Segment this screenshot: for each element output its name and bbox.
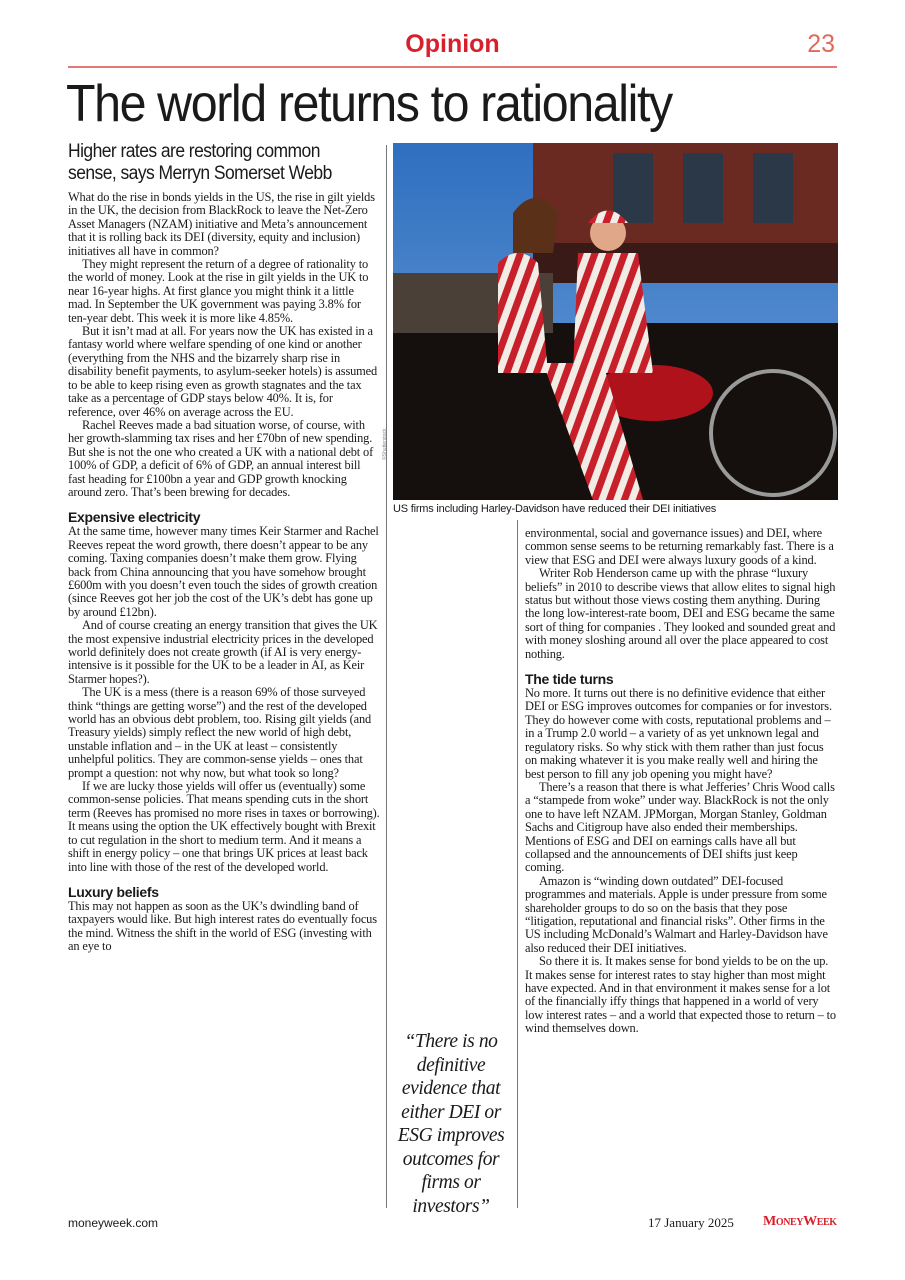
body-paragraph: environmental, social and governance issues) and DEI, where common sense seems to be returning remarkably fast. There is a view that ESG and DEI were always luxury goods of a kind. <box>525 526 834 567</box>
pull-quote: “There is no definitive evidence that either DEI or ESG improves outcomes for firms or investors” <box>397 1031 505 1217</box>
body-paragraph: But it isn’t mad at all. For years now the UK has existed in a fantasy world where welfare spending of one kind or another (everything from the NHS and the bizarrely sharp rise in disability benefit payments, to asylum-seeker hotels) is assumed to be able to keep rising even as growth stagnates and the tax take as a percentage of GDP stays below 40%. It is, for reference, over 46% on average across the EU. <box>68 324 378 419</box>
moneyweek-logo: MoneyWeek <box>763 1214 837 1229</box>
body-paragraph: If we are lucky those yields will offer us (eventually) some common-sense policies. That means spending cuts in the short term (Reeves has promised no more rises in taxes or borrowing). It means using the option the UK effectively bought with Brexit to cut regulation in the short to medium term. And it means a shift in energy policy – one that brings UK prices at least back into line with those of the rest of the developed world. <box>68 779 380 874</box>
body-paragraph: This may not happen as soon as the UK’s dwindling band of taxpayers would like. But high interest rates do eventually focus the mind. Witness the shift in the world of ESG (investing with an eye to <box>68 898 377 954</box>
body-paragraph: The UK is a mess (there is a reason 69% of those surveyed think “things are getting worse”) and the rest of the developed world has an obvious debt problem, too. Rising gilt yields (and Treasury yields) simply reflect the new world of high debt, unstable inflation and – in the UK at least – consistently unhelpful politics. They are common-sense yields – ones that prompt a question: not why now, but what took so long? <box>68 685 372 780</box>
column-divider <box>386 145 387 1208</box>
photo-caption: US firms including Harley-Davidson have reduced their DEI initiatives <box>393 503 717 515</box>
subheading: Luxury beliefs <box>68 883 159 900</box>
subheading: Expensive electricity <box>68 509 201 526</box>
article-photo <box>393 143 838 500</box>
column-divider <box>517 520 518 1208</box>
body-paragraph: What do the rise in bonds yields in the US, the rise in gilt yields in the UK, the decision from BlackRock to leave the Net-Zero Asset Managers (NZAM) initiative and Meta’s announcement that it is rolling back its DEI (diversity, equity and inclusion) initiatives all have in common? <box>68 190 375 258</box>
body-paragraph: At the same time, however many times Keir Starmer and Rachel Reeves repeat the word growth, there doesn’t appear to be any coming. Taxing companies doesn’t make them grow. Flying back from China announcing that you have somehow brought £600m with you doesn’t even touch the sides of growth creation (since Reeves got her job the cost of the UK’s debt has gone up by around £12bn). <box>68 524 379 619</box>
left-column <box>68 191 380 954</box>
section-label: Opinion <box>405 30 500 58</box>
headline: The world returns to rationality <box>66 75 672 133</box>
footer-website[interactable]: moneyweek.com <box>68 1216 159 1230</box>
right-column <box>525 527 837 1036</box>
subheading: The tide turns <box>525 671 614 688</box>
body-paragraph: And of course creating an energy transition that gives the UK the most expensive industrial electricity prices in the developed world definitely does not create growth (if AI is very energy-intensive is it possible for the UK to be a leader in AI, as Keir Starmer hopes?). <box>68 618 378 686</box>
body-paragraph: Amazon is “winding down outdated” DEI-focused programmes and materials. Apple is under pressure from some shareholder groups to do so on the basis that they pose “litigation, reputational and financial risks”. Other firms in the US including McDonald’s Walmart and Harley-Davidson have also reduced their DEI initiatives. <box>525 873 828 955</box>
body-paragraph: There’s a reason that there is what Jefferies’ Chris Wood calls a “stampede from woke” under way. BlackRock is not the only one to have left NZAM. JPMorgan, Morgan Stanley, Goldman Sachs and Citigroup have also ended their memberships. Mentions of ESG and DEI on earnings calls have all but collapsed and the announcements of DEI shifts just keep coming. <box>525 779 835 875</box>
footer-date: 17 January 2025 <box>648 1215 734 1230</box>
standfirst: Higher rates are restoring common sense, says Merryn Somerset Webb <box>68 141 332 184</box>
body-paragraph: They might represent the return of a degree of rationality to the world of money. Look at the rise in gilt yields in the UK to near 16-year highs. At first glance you might think it a little mad. In September the UK government was paying 3.8% for ten-year debt. This week it is more like 4.85%. <box>68 257 369 325</box>
body-paragraph: Rachel Reeves made a bad situation worse, of course, with her growth-slamming tax rises and her £70bn of new spending. But she is not the one who created a UK with a national debt of 100% of GDP, a deficit of 6% of GDP, an annual interest bill fast heading for £100bn a year and GDP growth knocking around zero. That’s been brewing for decades. <box>68 417 374 499</box>
body-paragraph: Writer Rob Henderson came up with the phrase “luxury beliefs” in 2010 to describe views that allow elites to signal high status but without those views costing them anything. During the long low-interest-rate boom, DEI and ESG became the same sort of thing for companies . They looked and sounded great and with money sloshing around all over the place appeared to cost nothing. <box>525 566 836 661</box>
header-rule <box>68 66 837 68</box>
photo-credit: ©Shutterstock <box>382 428 388 460</box>
body-paragraph: No more. It turns out there is no definitive evidence that either DEI or ESG improves outcomes for companies or for investors. They do however come with costs, reputational problems and – in a Trump 2.0 world – a variety of as yet unknown legal and regulatory risks. So why stick with them rather than just focus on making whatever it is you make really well and hiring the best person to fill any job opening you might have? <box>525 686 832 781</box>
body-paragraph: So there it is. It makes sense for bond yields to be on the up. It makes sense for interest rates to stay higher than most might have expected. And in that environment it makes sense for a lot of the financially iffy things that happened in a world of very low interest rates – and a world that expected those to return – to wind themselves down. <box>525 954 836 1036</box>
page-number: 23 <box>807 30 835 58</box>
